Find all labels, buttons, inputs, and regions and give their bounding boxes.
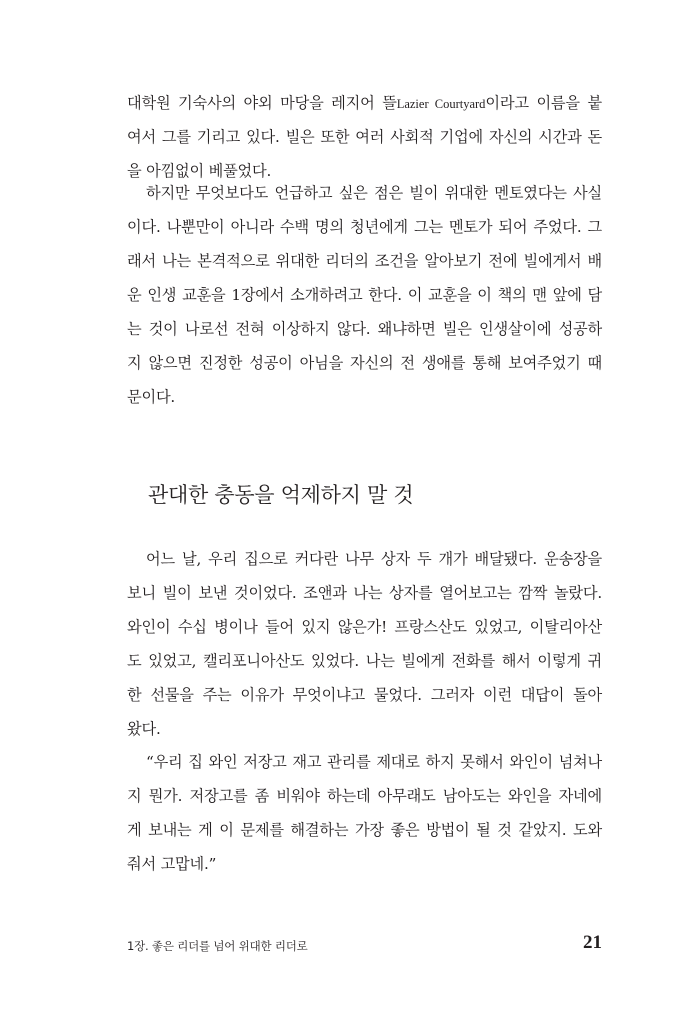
line-segment: 이라고 이름을 붙 xyxy=(485,94,602,112)
paragraph-line: 을 아낌없이 베풀었다. xyxy=(127,162,272,180)
paragraph-line: 한 선물을 주는 이유가 무엇이냐고 물었다. 그러자 이런 대답이 돌아 xyxy=(127,686,602,704)
paragraph-line: 하지만 무엇보다도 언급하고 싶은 점은 빌이 위대한 멘토였다는 사실 xyxy=(146,184,602,202)
paragraph-line: 어느 날, 우리 집으로 커다란 나무 상자 두 개가 배달됐다. 운송장을 xyxy=(146,550,602,568)
paragraph-line xyxy=(127,86,602,120)
paragraph-line: 와인이 수십 병이나 들어 있지 않은가! 프랑스산도 있었고, 이탈리아산 xyxy=(127,618,602,636)
paragraph-line: 줘서 고맙네.” xyxy=(127,855,217,873)
paragraph-line: 지 않으면 진정한 성공이 아님을 자신의 전 생애를 통해 보여주었기 때 xyxy=(127,354,602,372)
line-segment: 대학원 기숙사의 야외 마당을 레지어 뜰 xyxy=(127,94,397,112)
top-paragraph xyxy=(127,86,602,188)
paragraph-line: 보니 빌이 보낸 것이었다. 조앤과 나는 상자를 열어보고는 깜짝 놀랐다. xyxy=(127,584,602,602)
paragraph-line: 게 보내는 게 이 문제를 해결하는 가장 좋은 방법이 될 것 같았지. 도와 xyxy=(127,821,602,839)
paragraph-line: “우리 집 와인 저장고 재고 관리를 제대로 하지 못해서 와인이 넘쳐나 xyxy=(146,753,602,771)
paragraph-line: 는 것이 나로선 전혀 이상하지 않다. 왜냐하면 빌은 인생살이에 성공하 xyxy=(127,320,602,338)
quote-paragraph xyxy=(127,745,602,881)
story-paragraph xyxy=(127,542,602,746)
paragraph-line: 지 뭔가. 저장고를 좀 비워야 하는데 아무래도 남아도는 와인을 자네에 xyxy=(127,787,602,805)
paragraph-line: 운 인생 교훈을 1장에서 소개하려고 한다. 이 교훈을 이 책의 맨 앞에 담 xyxy=(127,286,602,304)
english-name-lazier-courtyard: Lazier Courtyard xyxy=(396,97,486,111)
paragraph-line: 문이다. xyxy=(127,388,176,406)
mentor-paragraph xyxy=(127,176,602,414)
paragraph-line: 이다. 나뿐만이 아니라 수백 명의 청년에게 그는 멘토가 되어 주었다. 그 xyxy=(127,218,602,236)
paragraph-line: 왔다. xyxy=(127,720,161,738)
section-heading: 관대한 충동을 억제하지 말 것 xyxy=(148,483,414,507)
running-footer-title: 1장. 좋은 리더를 넘어 위대한 리더로 xyxy=(127,939,308,953)
paragraph-line: 여서 그를 기리고 있다. 빌은 또한 여러 사회적 기업에 자신의 시간과 돈 xyxy=(127,128,602,146)
paragraph-line: 래서 나는 본격적으로 위대한 리더의 조건을 알아보기 전에 빌에게서 배 xyxy=(127,252,602,270)
page-number: 21 xyxy=(583,932,602,953)
paragraph-line: 도 있었고, 캘리포니아산도 있었다. 나는 빌에게 전화를 해서 이렇게 귀 xyxy=(127,652,602,670)
